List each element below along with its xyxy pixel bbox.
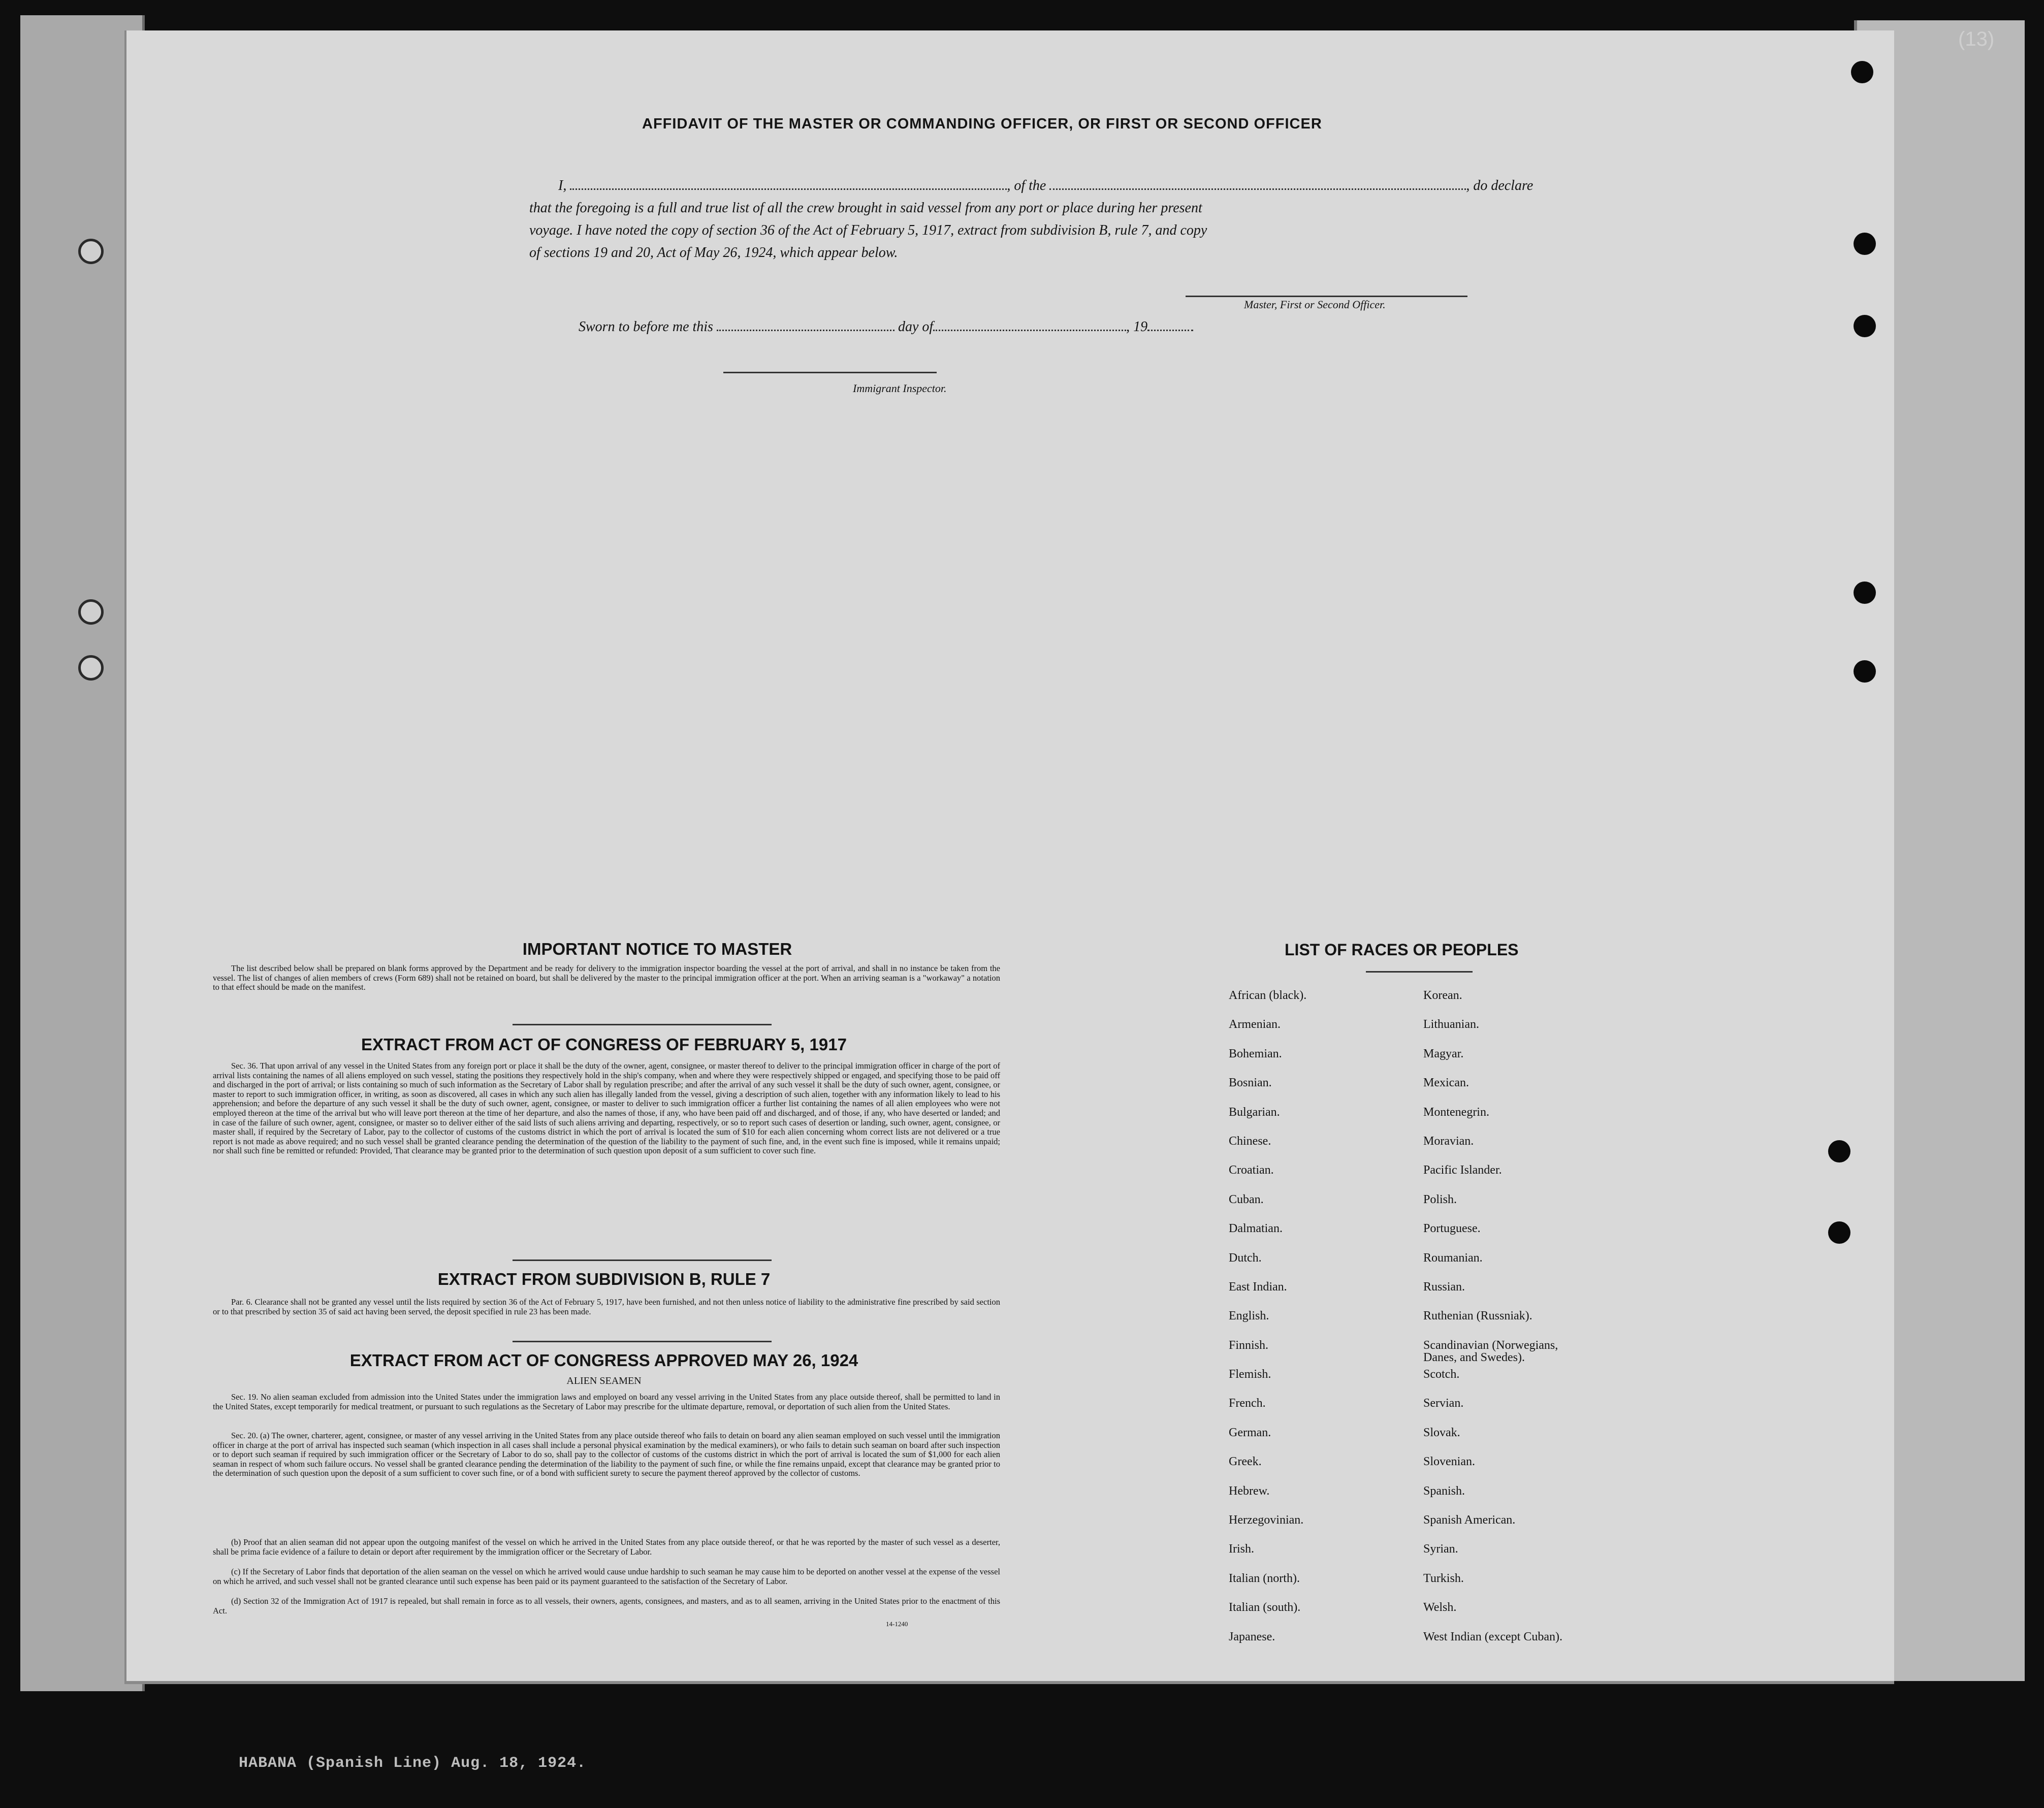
race-item: Magyar. (1423, 1047, 1464, 1060)
races-title: LIST OF RACES OR PEOPLES (1285, 941, 1519, 959)
punch-hole-icon (1854, 660, 1876, 683)
punch-hole-icon (1854, 233, 1876, 255)
race-item: English. (1229, 1309, 1269, 1323)
section-divider (513, 1341, 772, 1342)
race-item: East Indian. (1229, 1280, 1287, 1294)
race-item: Dalmatian. (1229, 1222, 1283, 1236)
notice-title: IMPORTANT NOTICE TO MASTER (522, 940, 792, 958)
declarant-name-blank[interactable] (570, 179, 1007, 190)
punch-hole-icon (1854, 315, 1876, 337)
race-item: Spanish. (1423, 1484, 1465, 1498)
punch-hole-icon (1828, 1140, 1850, 1163)
extract-1924-sec20a: Sec. 20. (a) The owner, charterer, agent, consignee, or master of any vessel arriving in the United States from any place outside thereof who fails to detain on board any alien seaman employed on such vessel until the immigration officer in charge at the port of arrival has inspected such seaman (which inspection in all cases shall include a personal physical examination by the medical examiners), or who fails to detain such seaman on board after such inspection or to deport such seaman if required by such immigration officer or the Secretary of Labor to do so, shall pay to the collector of customs of the customs district in which the port of arrival is located the sum of $1,000 for each alien seaman in respect of whom such failure occurs. No vessel shall be granted clearance pending the determination of the liability to the payment of such fine, or while the fine remains unpaid, except that clearance may be granted prior to the determination of such question upon the deposit of a sum sufficient to cover such fine, or of a bond with sufficient surety to secure the payment thereof approved by the collector of customs. (213, 1431, 1000, 1478)
race-item: Italian (north). (1229, 1571, 1300, 1585)
race-item: Pacific Islander. (1423, 1164, 1502, 1177)
race-item: Irish. (1229, 1542, 1254, 1556)
race-item: Bohemian. (1229, 1047, 1282, 1060)
section-divider (513, 1260, 772, 1261)
race-item: Moravian. (1423, 1134, 1474, 1148)
race-item: African (black). (1229, 989, 1307, 1002)
extract-1924-sec20b: (b) Proof that an alien seaman did not appear upon the outgoing manifest of the vessel on which he arrived in the United States from any place outside thereof, or that he was reported by the master of such vessel as a deserter, shall be prima facie evidence of a failure to detain or deport after requirement by the immigration officer or the Secretary of Labor. (213, 1537, 1000, 1557)
inspector-signature-line[interactable] (723, 372, 937, 373)
race-item: Slovak. (1423, 1426, 1460, 1439)
race-item: Turkish. (1423, 1571, 1464, 1585)
affidavit-title: AFFIDAVIT OF THE MASTER OR COMMANDING OFFICER, OR FIRST OR SECOND OFFICER (642, 116, 1322, 132)
race-item: West Indian (except Cuban). (1423, 1630, 1562, 1643)
master-signature-caption: Master, First or Second Officer. (1244, 298, 1386, 311)
sworn-day-blank[interactable] (717, 320, 895, 331)
race-item: Korean. (1423, 989, 1462, 1002)
race-item: Portuguese. (1423, 1222, 1481, 1236)
affidavit-declare-label: , do declare (1466, 178, 1534, 193)
race-item: Croatian. (1229, 1164, 1274, 1177)
punch-hole-icon (1851, 61, 1873, 83)
race-item: Scotch. (1423, 1368, 1460, 1381)
sworn-label: Sworn to before me this (579, 319, 713, 335)
race-item: Bulgarian. (1229, 1105, 1280, 1119)
race-item: Finnish. (1229, 1338, 1269, 1352)
binder-ring-icon (78, 599, 104, 625)
sworn-year-label: , 19 (1126, 319, 1148, 335)
race-item: Italian (south). (1229, 1601, 1301, 1615)
binder-ring-icon (78, 239, 104, 264)
race-item: Herzegovinian. (1229, 1513, 1304, 1527)
races-left-column (1229, 989, 1306, 1660)
race-item: Spanish American. (1423, 1513, 1516, 1527)
sworn-line (579, 319, 1193, 335)
race-item: Armenian. (1229, 1018, 1281, 1031)
vessel-name-blank[interactable] (1049, 179, 1466, 190)
extract-1924-subtitle: ALIEN SEAMEN (566, 1375, 642, 1386)
race-item: Danes, and Swedes). (1423, 1350, 1525, 1364)
extract-rule7-text: Par. 6. Clearance shall not be granted any vessel until the lists required by section 36 of the Act of February 5, 1917, have been furnished, and not then unless notice of liability to the administrative fine prescribed by said section or to that prescribed by section 35 of said act having been served, the deposit specified in rule 23 has been made. (213, 1297, 1000, 1316)
race-item: Syrian. (1423, 1542, 1458, 1556)
race-item: Japanese. (1229, 1630, 1275, 1643)
race-item: Bosnian. (1229, 1076, 1272, 1090)
film-caption: HABANA (Spanish Line) Aug. 18, 1924. (239, 1755, 587, 1772)
punch-hole-icon (1854, 582, 1876, 604)
affidavit-line-3: voyage. I have noted the copy of section 36 of the Act of February 5, 1917, extract from subdivision B, rule 7, and copy (529, 222, 1207, 238)
section-divider (513, 1024, 772, 1025)
races-right-column (1423, 989, 1562, 1660)
races-title-underline (1366, 971, 1473, 973)
extract-1924-sec19: Sec. 19. No alien seaman excluded from admission into the United States under the immigration laws and employed on board any vessel arriving in the United States from any place outside thereof, shall be permitted to land in the United States, except temporarily for medical treatment, or pursuant to such regulations as the Secretary of Labor may prescribe for the ultimate departure, removal, or deportation of such alien from the United States. (213, 1392, 1000, 1411)
race-item: Servian. (1423, 1397, 1464, 1410)
race-item: Hebrew. (1229, 1484, 1270, 1498)
race-item: Slovenian. (1423, 1455, 1475, 1469)
extract-1924-sec20c: (c) If the Secretary of Labor finds that deportation of the alien seaman on the vessel on which he arrived would cause undue hardship to such seaman he may cause him to be deported on another vessel at the expense of the vessel on which he arrived, and such vessel shall not be granted clearance until such expense has been paid or its payment guaranteed to the satisfaction of the Secretary of Labor. (213, 1567, 1000, 1586)
race-item: Polish. (1423, 1192, 1457, 1206)
manifest-page (124, 30, 1894, 1684)
race-item: Mexican. (1423, 1076, 1469, 1090)
race-item: Lithuanian. (1423, 1018, 1479, 1031)
form-number: 14-1240 (886, 1620, 908, 1628)
extract-rule7-title: EXTRACT FROM SUBDIVISION B, RULE 7 (437, 1270, 771, 1288)
race-item: Scandinavian (Norwegians, (1423, 1338, 1558, 1352)
race-item: Montenegrin. (1423, 1105, 1489, 1119)
corner-page-mark: (13) (1958, 28, 1995, 50)
race-item: French. (1229, 1397, 1266, 1410)
binder-ring-icon (78, 655, 104, 681)
sworn-year-blank[interactable] (1147, 320, 1193, 331)
race-item: German. (1229, 1426, 1271, 1439)
punch-hole-icon (1828, 1221, 1850, 1244)
race-item: Chinese. (1229, 1134, 1271, 1148)
extract-1924-title: EXTRACT FROM ACT OF CONGRESS APPROVED MAY 26, 1924 (349, 1351, 858, 1370)
extract-1917-title: EXTRACT FROM ACT OF CONGRESS OF FEBRUARY 5, 1917 (361, 1035, 847, 1054)
extract-1917-text: Sec. 36. That upon arrival of any vessel in the United States from any foreign port or place it shall be the duty of the owner, agent, consignee, or master thereof to deliver to the principal immigration officer in charge of the port of arrival lists containing the names of all aliens employed on such vessel, stating the positions they respectively hold in the ship's company, when and where they were respectively shipped or engaged, and specifying those to be paid off and discharged in the port of arrival; or lists containing so much of such information as the Secretary of Labor shall by regulation prescribe; and after the arrival of any such vessel it shall be the duty of such owner, agent, consignee, or master to report to such immigration officer, in writing, as soon as discovered, all cases in which any such alien has illegally landed from the vessel, giving a description of such alien, together with any information likely to lead to his apprehension; and before the departure of any such vessel it shall be the duty of such owner, agent, consignee, or master to deliver to such immigration officer a further list containing the names of all alien employees who were not employed thereon at the time of the arrival but who will leave port thereon at the time of her departure, and also the names of those, if any, who have been paid off and discharged, and of those, if any, who have deserted or landed; and in case of the failure of such owner, agent, consignee, or master so to deliver either of the said lists of such aliens arriving and departing, respectively, or so to report such cases of desertion or landing, such owner, agent, consignee, or master shall, if required by the Secretary of Labor, pay to the collector of customs of the customs district in which the port of arrival is located the sum of $10 for each alien concerning whom correct lists are not delivered or a true report is not made as above required; and no such vessel shall be granted clearance pending the determination of the question of the liability to the payment of such fine, and, in the event such fine is imposed, while it remains unpaid; nor shall such fine be remitted or refunded: Provided, That clearance may be granted prior to the determination of such question upon deposit of a sum sufficient to cover such fine. (213, 1061, 1000, 1156)
extract-1924-sec20d: (d) Section 32 of the Immigration Act of 1917 is repealed, but shall remain in force as to all vessels, their owners, agents, consignees, and masters, and as to all seamen, arriving in the United States prior to the enactment of this Act. (213, 1596, 1000, 1616)
inspector-signature-caption: Immigrant Inspector. (853, 382, 947, 395)
affidavit-declarant-label: I, (558, 178, 567, 193)
race-item: Cuban. (1229, 1192, 1264, 1206)
race-item: Welsh. (1423, 1601, 1457, 1615)
sworn-month-blank[interactable] (933, 320, 1126, 331)
race-item: Flemish. (1229, 1368, 1271, 1381)
race-item: Russian. (1423, 1280, 1465, 1294)
race-item: Roumanian. (1423, 1251, 1483, 1265)
affidavit-vessel-label: , of the (1007, 178, 1046, 193)
affidavit-line-4: of sections 19 and 20, Act of May 26, 1924, which appear below. (529, 245, 898, 261)
affidavit-line-2: that the foregoing is a full and true list of all the crew brought in said vessel from any port or place during her present (529, 200, 1202, 216)
notice-text: The list described below shall be prepared on blank forms approved by the Department and be ready for delivery to the immigration inspector boarding the vessel at the port of arrival, and shall in no instance be taken from the vessel. The list of changes of alien members of crews (Form 689) shall not be retained on board, but shall be delivered by the master to the principal immigration officer at the port. When an arriving seaman is a "workaway" a notation to that effect should be made on the manifest. (213, 963, 1000, 992)
master-signature-line[interactable] (1186, 296, 1467, 297)
affidavit-declaration-line (558, 178, 1533, 194)
race-item: Dutch. (1229, 1251, 1262, 1265)
sworn-month-label: day of (898, 319, 934, 335)
race-item: Ruthenian (Russniak). (1423, 1309, 1532, 1323)
race-item: Greek. (1229, 1455, 1262, 1469)
